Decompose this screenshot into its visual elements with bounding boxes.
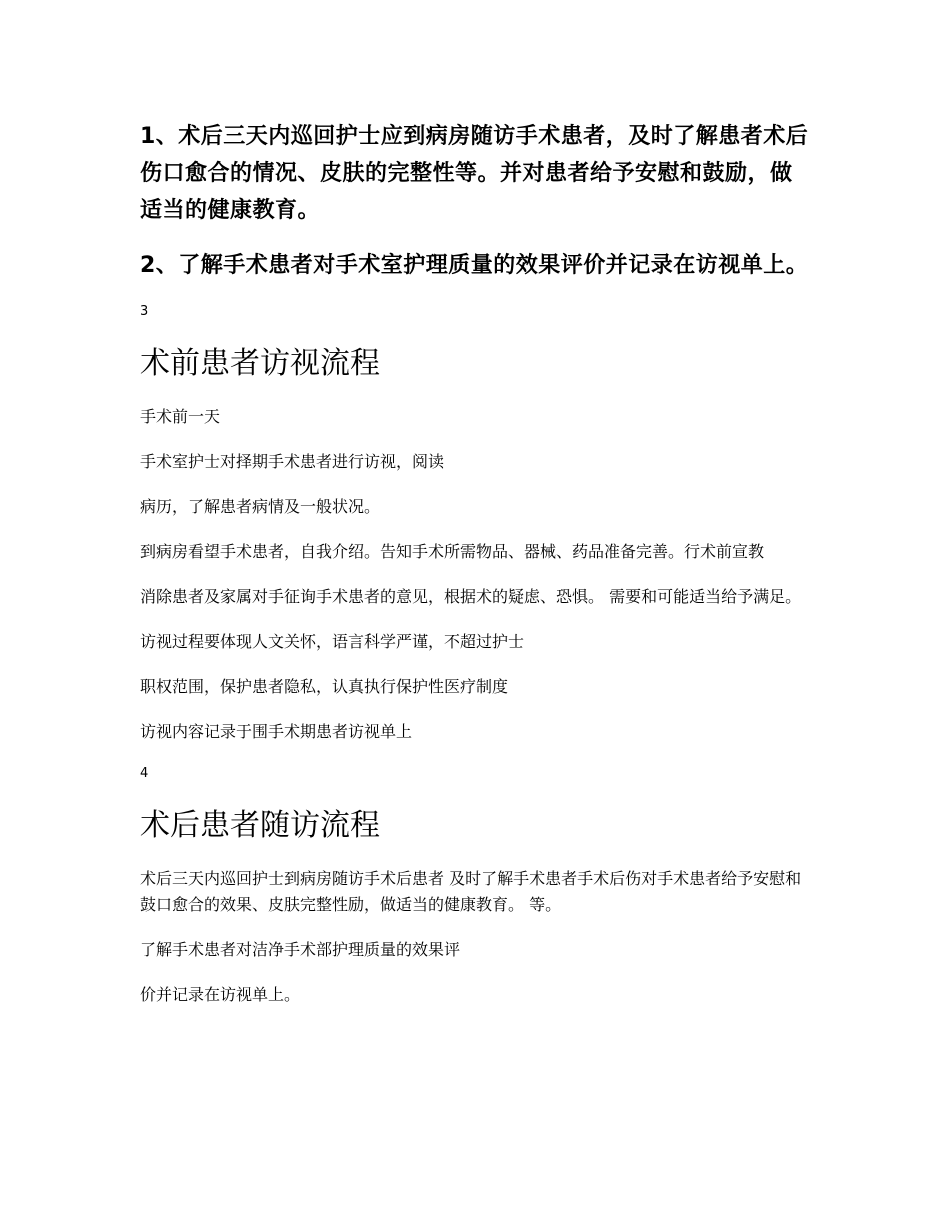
postop-paragraph: 价并记录在访视单上。 — [140, 985, 301, 1004]
section-number-3: 3 — [140, 304, 149, 319]
preop-paragraph: 手术前一天 — [140, 407, 221, 426]
document-page — [140, 118, 810, 1027]
intro-paragraph-2: 2、了解手术患者对手术室护理质量的效果评价并记录在访视单上。 — [140, 253, 809, 278]
intro-paragraph-1: 1、术后三天内巡回护士应到病房随访手术患者，及时了解患者术后伤口愈合的情况、皮肤的完整性等。并对患者给予安慰和鼓励，做适当的健康教育。 — [140, 124, 809, 223]
postop-paragraph: 术后三天内巡回护士到病房随访手术后患者 及时了解手术患者手术后伤对手术患者给予安慰和鼓口愈合的效果、皮肤完整性励，做适当的健康教育。 等。 — [140, 869, 802, 914]
preop-paragraph: 职权范围，保护患者隐私，认真执行保护性医疗制度 — [140, 677, 509, 696]
postop-paragraph: 了解手术患者对洁净手术部护理质量的效果评 — [140, 940, 461, 959]
section-heading-postop-followup: 术后患者随访流程 — [140, 808, 380, 843]
preop-paragraph: 访视过程要体现人文关怀，语言科学严谨，不超过护士 — [140, 632, 525, 651]
preop-paragraph: 访视内容记录于围手术期患者访视单上 — [140, 722, 413, 741]
preop-paragraph: 手术室护士对择期手术患者进行访视，阅读 — [140, 452, 445, 471]
preop-paragraph: 病历，了解患者病情及一般状况。 — [140, 497, 381, 516]
preop-paragraph: 消除患者及家属对手征询手术患者的意见，根据术的疑虑、恐惧。 需要和可能适当给予满足。 — [140, 587, 802, 606]
section-number-4: 4 — [140, 766, 149, 781]
preop-paragraph: 到病房看望手术患者，自我介绍。告知手术所需物品、器械、药品准备完善。行术前宣教 — [140, 542, 765, 561]
section-heading-preop-visit: 术前患者访视流程 — [140, 346, 380, 381]
